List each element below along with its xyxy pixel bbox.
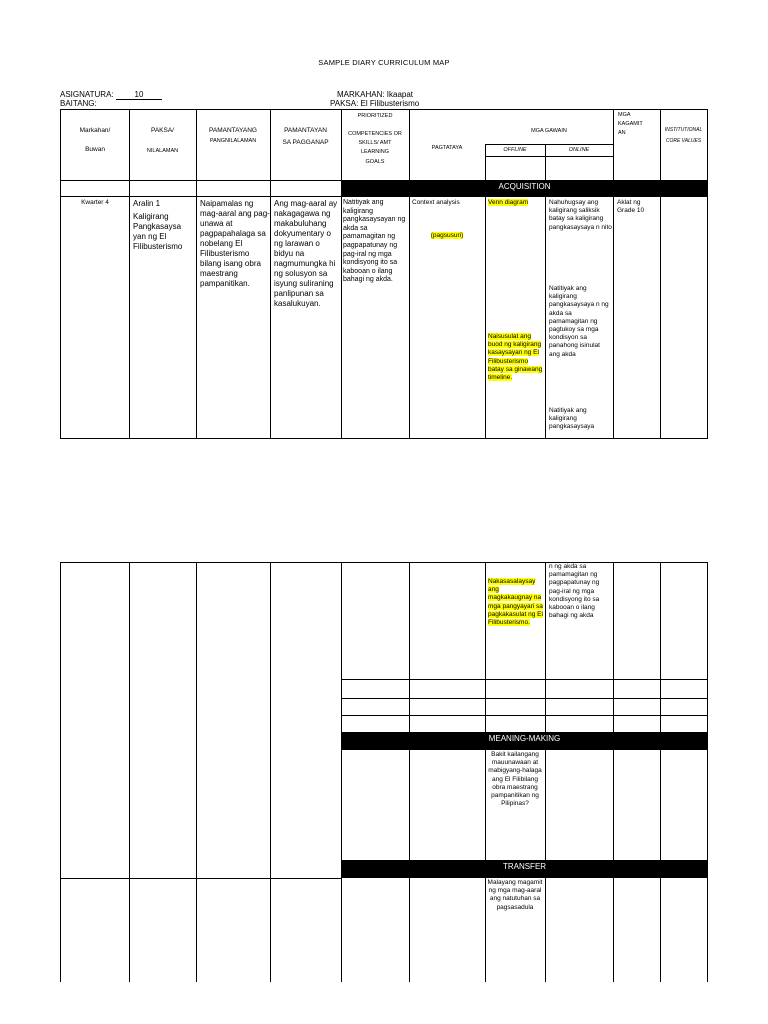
markahan-meta: MARKAHAN: Ikaapat [337, 90, 414, 99]
header-pamantayan: PAMANTAYAN [284, 127, 327, 134]
cell-offline-1-wrap [488, 199, 544, 207]
asignatura-value: 10 [116, 90, 162, 100]
cell-pagganap: Ang mag-aaral ay nakagagawa ng makabuluhang dokyumentary o ng larawan o bidyu na nagmumungka hi ng solusyon sa isyung suliraning panlipunan sa kasalukuyan. [274, 199, 338, 308]
header-offline: OFFLINE [503, 147, 527, 153]
cell-offline-2-wrap [488, 333, 544, 382]
cell-aralin: Aralin 1 [133, 199, 161, 208]
cell-competencies: Natitiyak ang kaligirang pangkasaysayan ng akda sa pamamagitan ng pagpapatunay ng pag-iral ng mga kondisyong ito sa kabooan o ilang bahagi ng akda. [343, 199, 406, 284]
cell-online-3: Natitiyak ang kaligirang pangkasaysaya [549, 407, 595, 431]
header-kagamitan-2: KAGAMIT [618, 121, 643, 127]
cell-offline-1: Venn diagram [488, 199, 529, 206]
paksa-meta: PAKSA: El Filibusterismo [330, 99, 420, 108]
cell-offline-continued-wrap [488, 578, 544, 627]
header-pangnilalaman: PANGNILALAMAN [209, 138, 257, 144]
header-markahan: Markahan/ [79, 127, 111, 134]
cell-kagamitan: Aklat ng Grade 10 [617, 199, 645, 215]
header-paksa: PAKSA/ [150, 127, 174, 134]
cell-kwarter: Kwarter 4 [81, 199, 109, 206]
cell-pamantayang: Naipamalas ng mag-aaral ang pag-unawa at pagpapahalaga sa nobelang El Filibusterismo bilang isang obra maestrang pampanitikan. [200, 199, 270, 288]
header-learning: LEARNING [360, 149, 390, 155]
header-online: ONLINE [568, 147, 590, 153]
header-goals: GOALS [365, 159, 385, 165]
cell-transfer-online: Malayang magamit ng mga mag-aaral ang natutuhan sa pagsasadula [487, 879, 543, 911]
header-institutional-2: CORE VALUES [665, 138, 702, 144]
baitang-label: BAITANG: [60, 99, 97, 108]
cell-meaning-online: Bakit kailangang mauunawaan at mabigyang-halaga ang El Filibilang obra maestrang pampanitikan ng Pilipinas? [488, 751, 542, 808]
transfer-band: TRANSFER [341, 860, 708, 878]
meaning-making-band: MEANING-MAKING [341, 732, 708, 750]
cell-pagtataya-2-wrap [409, 232, 485, 240]
header-pamantayang: PAMANTAYANG [209, 127, 257, 134]
header-institutional-1: INSTITUTIONAL [664, 127, 703, 133]
header-mga-gawain: MGA GAWAIN [531, 128, 567, 134]
header-pagtataya: PAGTATAYA [431, 145, 463, 151]
cell-offline-continued: Nakasasalaysay ang magkakaugnay na mga pangyayari sa pagkakasulat ng El Filibusterismo. [488, 578, 543, 627]
header-buwan: Buwan [85, 146, 105, 153]
cell-online-2: Natitiyak ang kaligirang pangkasaysaya n ng akda sa pamamagitan ng pagtukoy sa mga kondisyon sa panahong isinulat ang akda [549, 285, 609, 358]
acquisition-band: ACQUISITION [341, 180, 708, 197]
header-competencies: COMPETENCIES OR [348, 131, 402, 137]
header-skills: SKILLS/ AMT [358, 140, 392, 146]
asignatura-label: ASIGNATURA: [60, 90, 114, 99]
header-prioritized: PRIORITIZED [357, 113, 393, 119]
cell-pagtataya-2: (pagsusuri) [430, 232, 464, 239]
cell-online-continued: n ng akda sa pamamagitan ng pagpapatunay ng pag-iral ng mga kondisyong ito sa kabooan o ilang bahagi ng akda [549, 563, 600, 620]
cell-pagtataya-1: Context analysis [412, 199, 460, 206]
header-kagamitan-1: MGA [618, 112, 631, 118]
header-kagamitan-3: AN [618, 130, 626, 136]
page-title: SAMPLE DIARY CURRICULUM MAP [318, 58, 450, 67]
cell-offline-2: Naisusulat ang buod ng kaligirang kasaysayan ng El Filibusterismo batay sa ginawang timeline. [488, 333, 543, 382]
header-sa-pagganap: SA PAGGANAP [282, 139, 329, 146]
cell-online-1: Nahuhugsay ang kaligirang saliksik batay sa kaligirang pangkasaysaya n nito [549, 199, 612, 231]
cell-paksa: Kaligirang Pangkasaysa yan ng El Filibusterismo [133, 212, 183, 251]
header-nilalaman: NILALAMAN [146, 148, 179, 154]
